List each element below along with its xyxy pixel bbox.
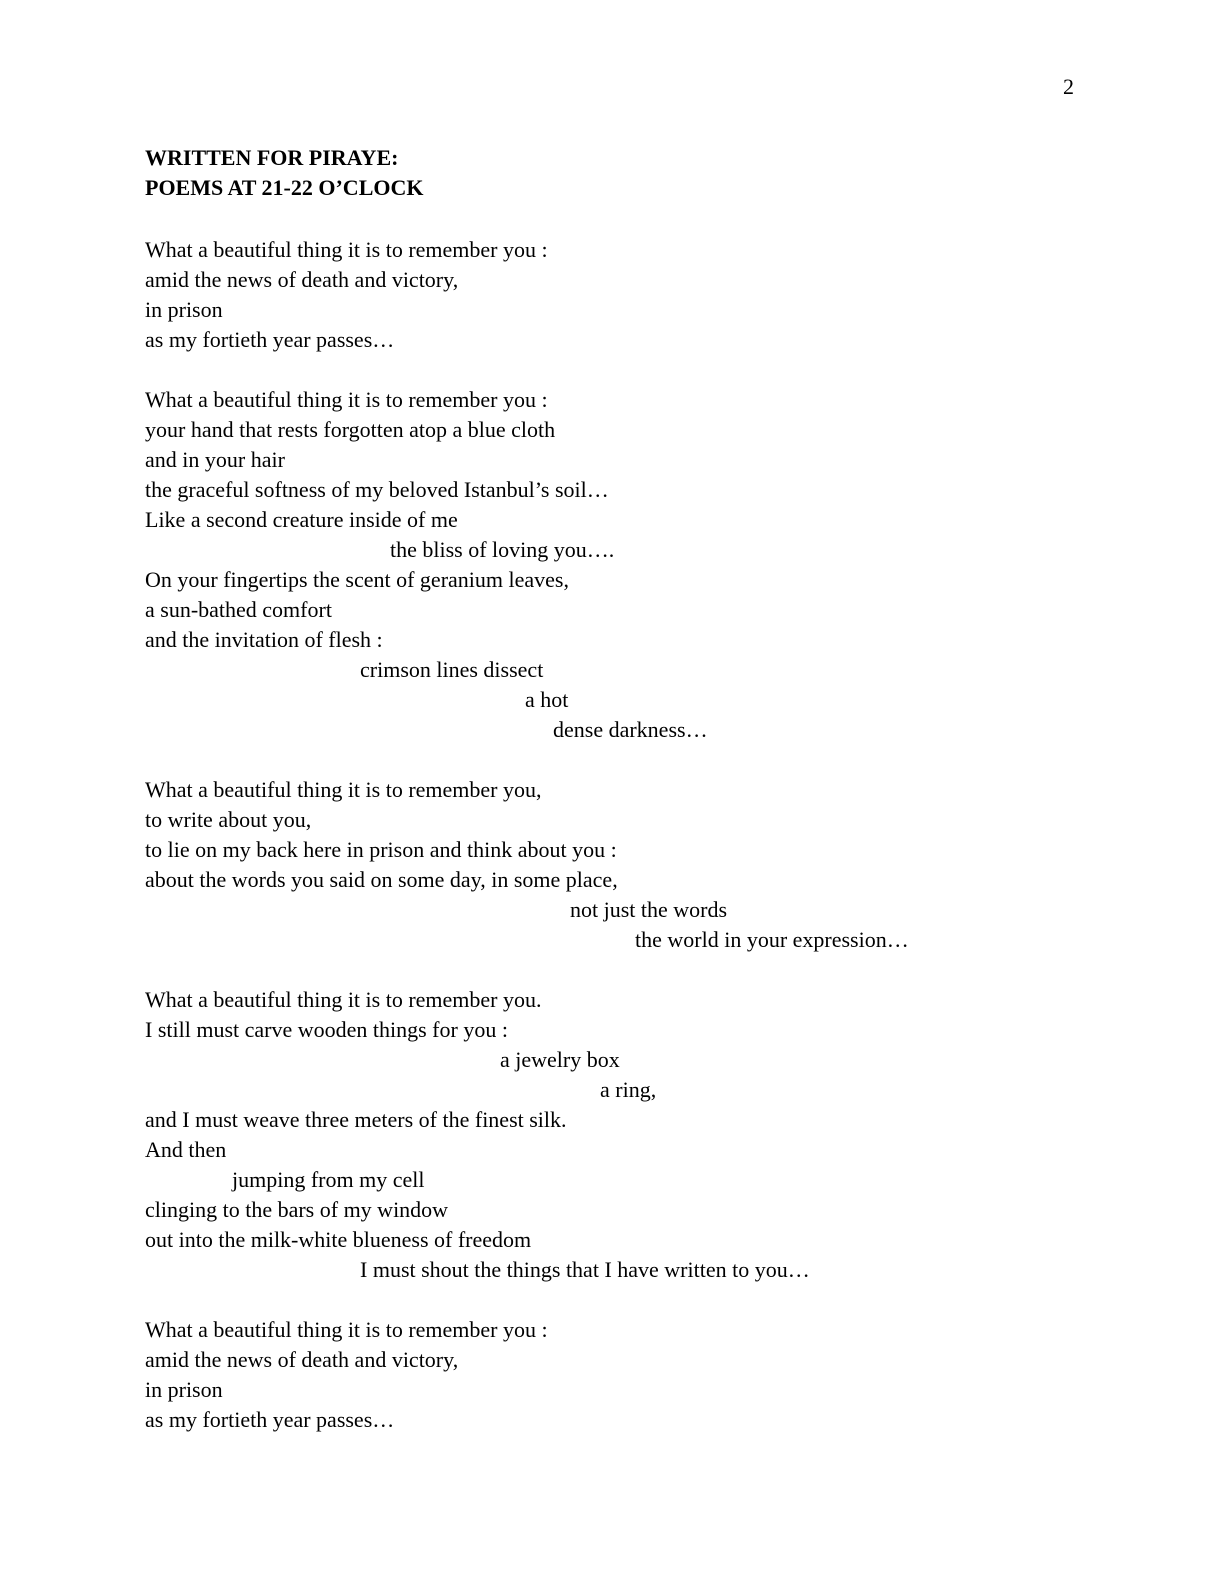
poem-title-line-1: WRITTEN FOR PIRAYE: <box>145 145 399 170</box>
poem-title-line-2: POEMS AT 21-22 O’CLOCK <box>145 175 424 200</box>
poem-line: a sun-bathed comfort <box>145 597 332 622</box>
poem-line: about the words you said on some day, in some place, <box>145 867 618 892</box>
poem-line: to write about you, <box>145 807 312 832</box>
poem-line: the bliss of loving you…. <box>390 537 615 562</box>
poem-line: and in your hair <box>145 447 285 472</box>
page-number: 2 <box>1063 74 1074 99</box>
document-content <box>145 143 1134 1465</box>
poem-line: in prison <box>145 1377 223 1402</box>
poem-line: and I must weave three meters of the finest silk. <box>145 1107 567 1132</box>
poem-line: not just the words <box>570 897 728 922</box>
poem-line: What a beautiful thing it is to remember you : <box>145 1317 548 1342</box>
poem-body <box>145 235 1134 1435</box>
poem-line: Like a second creature inside of me <box>145 507 458 532</box>
poem-line: in prison <box>145 297 223 322</box>
poem-line: What a beautiful thing it is to remember you. <box>145 987 542 1012</box>
poem-line: What a beautiful thing it is to remember you : <box>145 387 548 412</box>
poem-line: What a beautiful thing it is to remember you : <box>145 237 548 262</box>
poem-line: And then <box>145 1137 227 1162</box>
poem-line: amid the news of death and victory, <box>145 1347 459 1372</box>
stanza <box>145 235 1134 355</box>
poem-line: as my fortieth year passes… <box>145 1407 395 1432</box>
poem-line: On your fingertips the scent of geranium leaves, <box>145 567 569 592</box>
poem-line: the world in your expression… <box>635 927 909 952</box>
poem-line: the graceful softness of my beloved Istanbul’s soil… <box>145 477 609 502</box>
stanza <box>145 985 1134 1285</box>
poem-line: jumping from my cell <box>232 1167 425 1192</box>
poem-line: What a beautiful thing it is to remember you, <box>145 777 542 802</box>
poem-line: a hot <box>525 687 569 712</box>
poem-line: to lie on my back here in prison and think about you : <box>145 837 617 862</box>
poem-line: your hand that rests forgotten atop a blue cloth <box>145 417 556 442</box>
poem-line: as my fortieth year passes… <box>145 327 395 352</box>
stanza <box>145 1315 1134 1435</box>
poem-line: amid the news of death and victory, <box>145 267 459 292</box>
poem-line: a ring, <box>600 1077 657 1102</box>
poem-line: dense darkness… <box>553 717 708 742</box>
poem-line: I must shout the things that I have written to you… <box>360 1257 810 1282</box>
poem-line: crimson lines dissect <box>360 657 544 682</box>
poem-line: clinging to the bars of my window <box>145 1197 449 1222</box>
poem-line: I still must carve wooden things for you : <box>145 1017 508 1042</box>
poem-line: and the invitation of flesh : <box>145 627 383 652</box>
stanza <box>145 775 1134 955</box>
poem-line: out into the milk-white blueness of freedom <box>145 1227 532 1252</box>
stanza <box>145 385 1134 745</box>
poem-title <box>145 143 1134 203</box>
poem-line: a jewelry box <box>500 1047 620 1072</box>
